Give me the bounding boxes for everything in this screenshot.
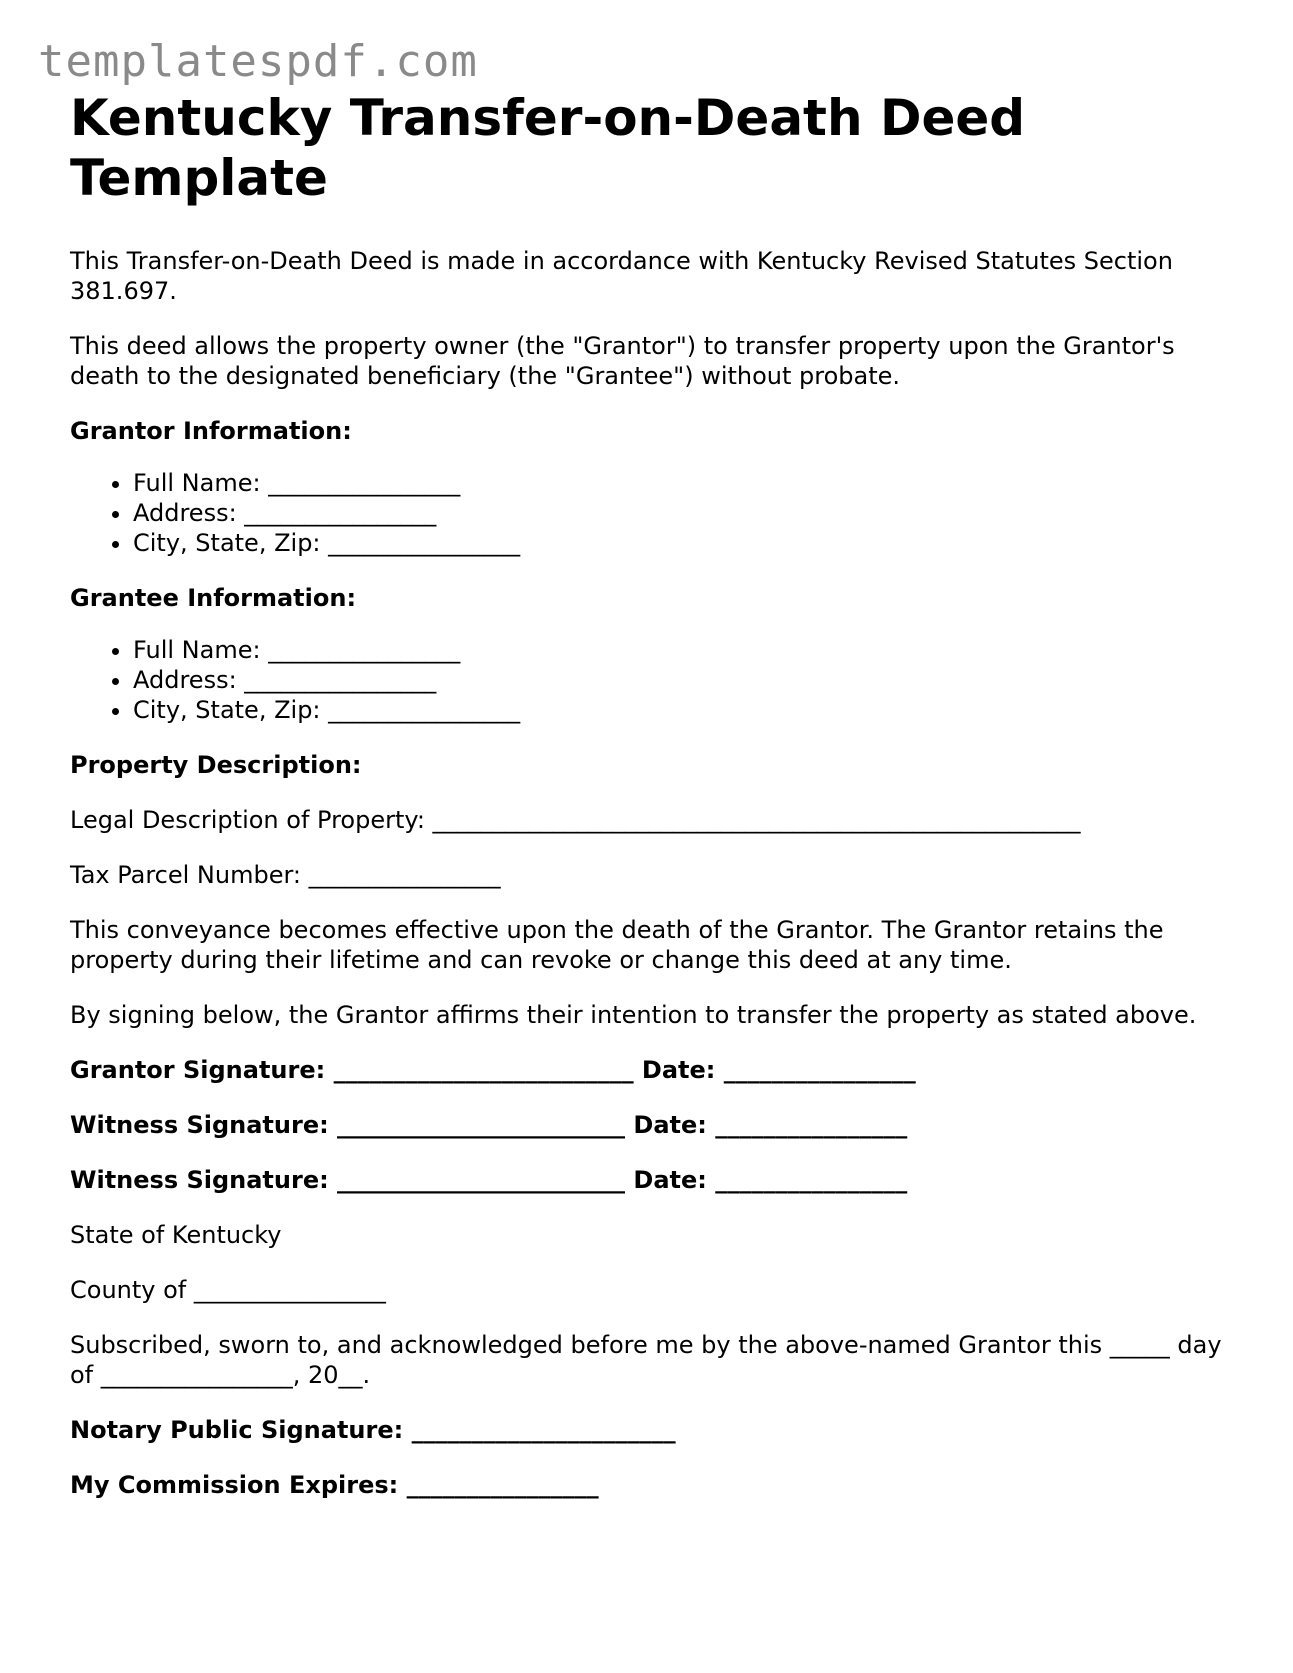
legal-description-field[interactable]: Legal Description of Property: ______________________________________________________ [70, 806, 1081, 834]
grantee-fields [70, 635, 1230, 725]
tax-parcel-number-field[interactable]: Tax Parcel Number: ________________ [70, 861, 501, 889]
property-heading: Property Description: [70, 751, 362, 779]
witness-signature-line-2[interactable]: Witness Signature: ________________________ Date: ________________ [70, 1166, 908, 1194]
document-page [70, 88, 1230, 1500]
grantor-city-state-zip-field[interactable]: • City, State, Zip: ________________ [133, 528, 1230, 558]
watermark: templatespdf.com [38, 36, 478, 87]
grantor-signature-line[interactable]: Grantor Signature: _________________________ Date: ________________ [70, 1056, 916, 1084]
grantee-address-field[interactable]: • Address: ________________ [133, 665, 1230, 695]
intro-purpose: This deed allows the property owner (the "Grantor") to transfer property upon the Grantor's death to the designated beneficiary (the "Grantee") without probate. [70, 332, 1175, 390]
effect-paragraph: This conveyance becomes effective upon the death of the Grantor. The Grantor retains the property during their lifetime and can revoke or change this deed at any time. [70, 916, 1164, 974]
notary-county-field[interactable]: County of ________________ [70, 1276, 386, 1304]
page-title: Kentucky Transfer-on-Death Deed Template [70, 89, 1026, 207]
notary-state: State of Kentucky [70, 1221, 282, 1249]
affirm-paragraph: By signing below, the Grantor affirms their intention to transfer the property as stated above. [70, 1001, 1197, 1029]
grantor-full-name-field[interactable]: • Full Name: ________________ [133, 468, 1230, 498]
grantee-city-state-zip-field[interactable]: • City, State, Zip: ________________ [133, 695, 1230, 725]
grantor-fields [70, 468, 1230, 558]
grantor-address-field[interactable]: • Address: ________________ [133, 498, 1230, 528]
notary-subscribed-statement[interactable]: Subscribed, sworn to, and acknowledged before me by the above-named Grantor this _____ day of ________________, 20__. [70, 1331, 1222, 1389]
grantee-full-name-field[interactable]: • Full Name: ________________ [133, 635, 1230, 665]
intro-statute: This Transfer-on-Death Deed is made in accordance with Kentucky Revised Statutes Section 381.697. [70, 247, 1173, 305]
grantee-heading: Grantee Information: [70, 584, 357, 612]
grantor-heading: Grantor Information: [70, 417, 352, 445]
notary-signature-line[interactable]: Notary Public Signature: ______________________ [70, 1416, 676, 1444]
witness-signature-line-1[interactable]: Witness Signature: ________________________ Date: ________________ [70, 1111, 908, 1139]
commission-expires-line[interactable]: My Commission Expires: ________________ [70, 1471, 599, 1499]
